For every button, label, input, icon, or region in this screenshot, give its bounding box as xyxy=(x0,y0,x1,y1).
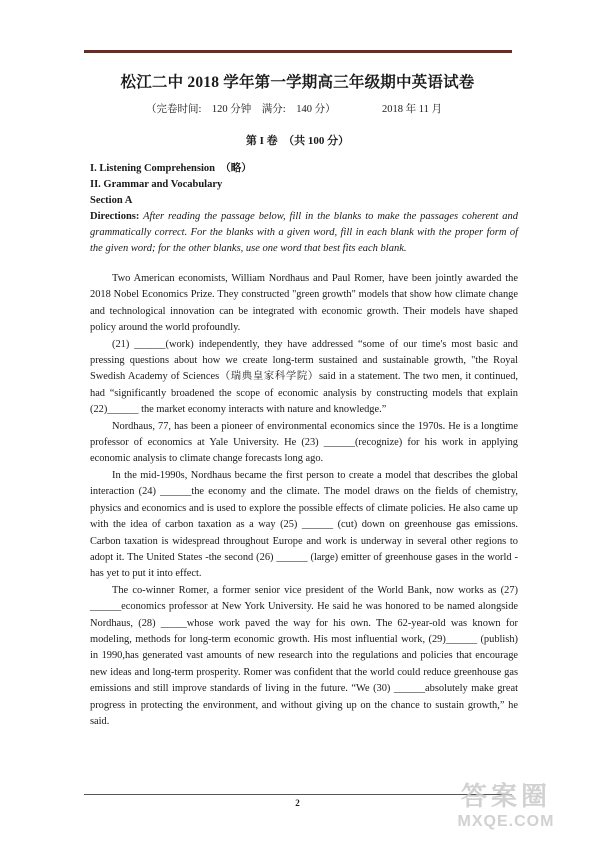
directions-text: After reading the passage below, fill in the blanks to make the passages coherent and grammatically correct. For the blanks with a given word, fill in each blank with the proper form of the given word; for the other blanks, use one word that best fits each blank. xyxy=(90,211,518,254)
watermark-logo xyxy=(431,776,581,832)
section-a-heading: Section A xyxy=(90,195,133,206)
directions xyxy=(90,209,518,257)
paragraph: The co-winner Romer, a former senior vice president of the World Bank, now works as (27) ______economics professor at New York University. He said he was honored to be named alongside Nordhaus, (28) _____whose work paved the way for his own. The 62-year-old was known for modeling, methods for long-term economic growth. His most influential work, (29)______ (publish) in 1990,has generated vast amounts of new research into the regulations and policies that encourage new ideas and long-term prosperity. Romer was confident that the world could reduce greenhouse gas emissions and still improve standards of living in the future. “We (30) ______absolutely make great progress in protecting the environment, and without giving up on the chance to sustain growth,” he said. xyxy=(90,584,518,727)
directions-label: Directions: xyxy=(90,211,140,222)
paragraph: In the mid-1990s, Nordhaus became the first person to create a model that describes the global interaction (24) ______the economy and the climate. The model draws on the fields of chemistry, physics and economics and is used to explore the possible effects of climate policies. He also came up with the idea of carbon taxation as a way (25) ______ (cut) down on greenhouse gas emissions. Carbon taxation is widespread throughout Europe and work is underway in several other regions to adopt it. The United States -the second (26) ______ (large) emitter of greenhouse gases in the world -has yet to put it into effect. xyxy=(90,469,518,580)
grammar-heading: II. Grammar and Vocabulary xyxy=(90,179,223,190)
exam-title: 松江二中 2018 学年第一学期高三年级期中英语试卷 xyxy=(120,74,475,91)
part-heading: 第 I 卷 （共 100 分） xyxy=(245,135,350,147)
top-rule xyxy=(84,50,512,53)
passage xyxy=(90,271,518,730)
watermark-url: MXQE.COM xyxy=(457,813,555,830)
watermark-text: 答案圈 xyxy=(460,781,551,811)
paragraph: Two American economists, William Nordhaus and Paul Romer, have been jointly awarded the 2018 Nobel Economics Prize. They constructed "green growth" models that show how climate change and technological innovation can be integrated with economic growth. Their models have shaped policy around the world profoundly. xyxy=(90,273,518,334)
exam-time-info: （完卷时间: 120 分钟 满分: 140 分） xyxy=(146,104,336,115)
paragraph: Nordhaus, 77, has been a pioneer of environmental economics since the 1970s. He is a longtime professor of economics at Yale University. He (23) ______(recognize) for his work in applying economic analysis to climate change forecasts long ago. xyxy=(90,420,518,465)
paragraph: (21) ______(work) independently, they have addressed “some of our time's most basic and pressing questions about how we create long-term sustained and sustainable growth, "the Royal Swedish Academy of Sciences（瑞典皇家科学院）said in a statement. The two men, it continued, had “significantly broadened the scope of economic analysis by constructing models that explain (22)______ the market economy interacts with nature and knowledge.” xyxy=(90,338,518,416)
exam-date: 2018 年 11 月 xyxy=(382,104,442,115)
section-headings xyxy=(90,161,520,209)
listening-heading: I. Listening Comprehension （略） xyxy=(90,163,252,174)
page-number: 2 xyxy=(295,798,300,808)
